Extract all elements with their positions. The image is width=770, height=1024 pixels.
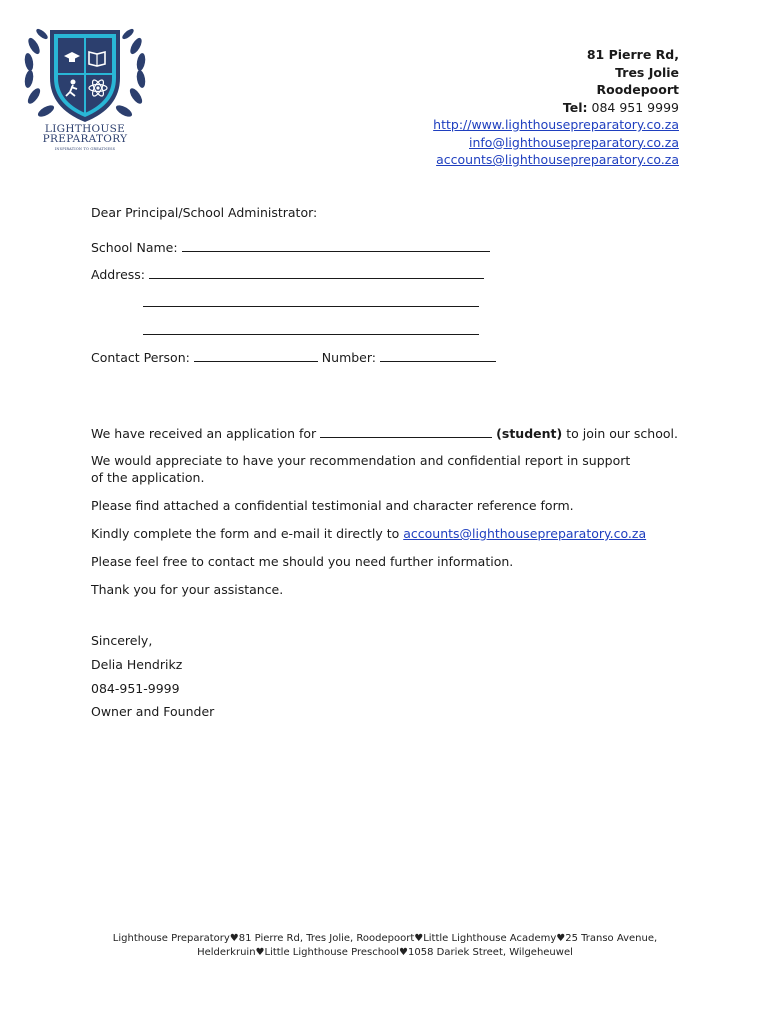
school-name-blank (182, 239, 490, 252)
footer-line-2: Helderkruin♥Little Lighthouse Preschool♥1058 Dariek Street, Wilgeheuwel (197, 947, 573, 958)
p4-before: Kindly complete the form and e-mail it directly to (91, 526, 400, 541)
p1-before: We have received an application for (91, 426, 317, 441)
paragraph-1 (91, 425, 678, 442)
paragraph-4 (91, 525, 646, 542)
address-block (433, 46, 679, 169)
salutation: Dear Principal/School Administrator: (91, 205, 318, 220)
address-street: 81 Pierre Rd, (586, 47, 679, 62)
website-link[interactable]: http://www.lighthousepreparatory.co.za (433, 117, 679, 132)
signatory-title: Owner and Founder (91, 704, 215, 719)
p4-email-link[interactable]: accounts@lighthousepreparatory.co.za (403, 526, 647, 541)
address-blank-3 (143, 322, 479, 335)
p1-after: to join our school. (566, 426, 678, 441)
number-label: Number: (321, 350, 377, 365)
tel-label: Tel: (562, 99, 588, 115)
contact-row (91, 349, 496, 366)
footer (0, 932, 770, 960)
contact-person-blank (194, 349, 318, 362)
address-blank-1 (149, 266, 484, 279)
logo-tagline: INSPIRATION TO GREATNESS (54, 147, 116, 151)
paragraph-2: We would appreciate to have your recommendation and confidential report in support of the application. (91, 453, 631, 485)
school-logo (20, 16, 150, 156)
school-name-label: School Name: (91, 240, 178, 255)
address-row-3 (143, 322, 479, 339)
paragraph-3: Please find attached a confidential testimonial and character reference form. (91, 498, 574, 513)
address-city: Roodepoort (596, 82, 679, 97)
closing: Sincerely, (91, 633, 153, 648)
paragraph-6: Thank you for your assistance. (91, 582, 284, 597)
logo-line1: LIGHTHOUSE (44, 123, 126, 135)
signatory-phone: 084-951-9999 (91, 681, 180, 696)
p1-bold: (student) (496, 426, 563, 441)
contact-person-label: Contact Person: (91, 350, 190, 365)
footer-line-1: Lighthouse Preparatory♥81 Pierre Rd, Tres Jolie, Roodepoort♥Little Lighthouse Academy♥25 Transo Avenue, (112, 933, 658, 944)
number-blank (380, 349, 496, 362)
info-email-link[interactable]: info@lighthousepreparatory.co.za (469, 134, 679, 150)
address-tel (433, 99, 679, 117)
address-row (91, 266, 484, 283)
paragraph-5: Please feel free to contact me should you need further information. (91, 554, 514, 569)
address-row-2 (143, 294, 479, 311)
address-blank-2 (143, 294, 479, 307)
logo-line2: PREPARATORY (42, 133, 128, 145)
school-name-row (91, 239, 490, 256)
signatory-name: Delia Hendrikz (91, 657, 183, 672)
tel-number: 084 951 9999 (591, 99, 679, 115)
accounts-email-link[interactable]: accounts@lighthousepreparatory.co.za (436, 152, 679, 167)
address-label: Address: (91, 267, 145, 282)
student-name-blank (320, 425, 492, 438)
crest-icon (20, 16, 150, 131)
address-suburb: Tres Jolie (615, 64, 679, 80)
